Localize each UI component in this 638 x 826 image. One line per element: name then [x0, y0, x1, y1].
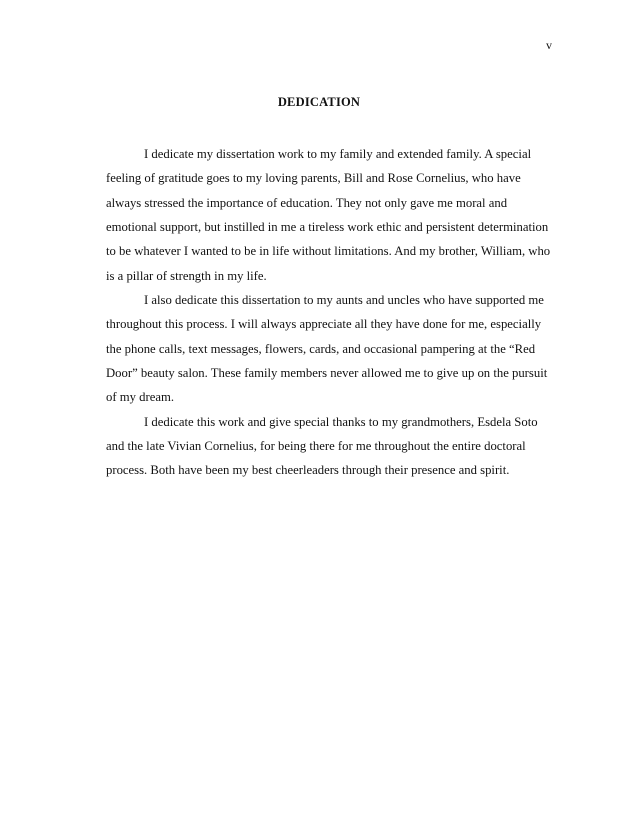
paragraph-2-line-5: of my dream.	[106, 390, 174, 405]
paragraph-1-line-5: to be whatever I wanted to be in life without limitations. And my brother, William, who	[106, 244, 551, 259]
paragraph-1-line-1: I dedicate my dissertation work to my family and extended family. A special	[144, 147, 532, 161]
paragraph-1-line-2: feeling of gratitude goes to my loving parents, Bill and Rose Cornelius, who have	[106, 171, 521, 186]
paragraph-1-line-6: is a pillar of strength in my life.	[106, 268, 267, 283]
paragraph-2-line-3: the phone calls, text messages, flowers, cards, and occasional pampering at the “Red	[106, 341, 536, 356]
paragraph-1-line-3: always stressed the importance of education. They not only gave me moral and	[106, 195, 508, 210]
page-number: v	[546, 38, 552, 52]
paragraph-3-line-2: and the late Vivian Cornelius, for being there for me throughout the entire doctoral	[106, 439, 526, 454]
dedication-body	[106, 142, 551, 483]
paragraph-2-line-1: I also dedicate this dissertation to my aunts and uncles who have supported me	[144, 293, 544, 308]
paragraph-1-line-4: emotional support, but instilled in me a tireless work ethic and persistent determination	[106, 220, 549, 235]
paragraph-3-line-3: process. Both have been my best cheerleaders through their presence and spirit.	[106, 463, 510, 478]
page-title: DEDICATION	[277, 95, 361, 109]
paragraph-3-line-1: I dedicate this work and give special thanks to my grandmothers, Esdela Soto	[144, 414, 538, 429]
paragraph-2-line-2: throughout this process. I will always appreciate all they have done for me, especially	[106, 317, 542, 332]
paragraph-2-line-4: Door” beauty salon. These family members never allowed me to give up on the pursuit	[106, 366, 548, 381]
